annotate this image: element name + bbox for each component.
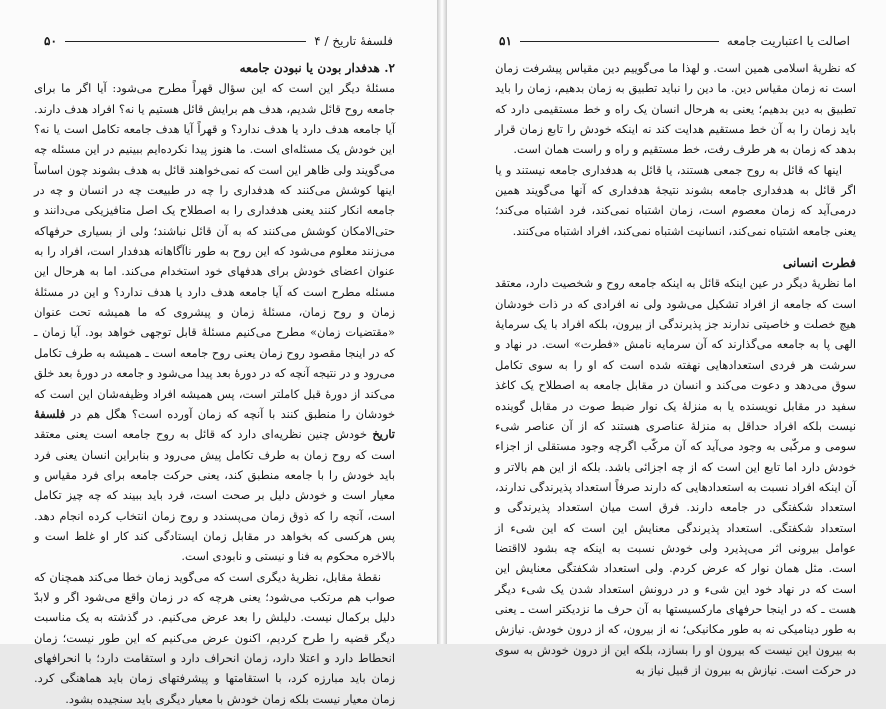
right-running-head-title: اصالت یا اعتباریت جامعه [726,34,850,48]
left-page-number: ۵۰ [44,34,57,48]
right-page-number: ۵۱ [499,34,512,48]
paragraph: مسئلهٔ دیگر این است که این سؤال قهراً مطرح می‌شود: آیا اگر ما برای جامعه روح قائل شدیم، هدف هم برایش قائل هستیم یا نه؟ افراد هدف دارند. آیا جامعه هدف دارد یا هدف ندارد؟ و قهراً آیا هدف جامعه تکامل است یا نه؟ این خودش یک مسئله‌ای است. ما هنوز پیدا نکرده‌ایم ببینیم در این مسئله چه می‌گویند ولی ظاهر این است که نمی‌خواهند قائل به هدف بشوند چون اساساً اینها کوشش می‌کنند که هدفداری را چه در طبیعت چه در انسان و چه در جامعه انکار کنند یعنی هدفداری را به اصطلاح یک اصل متافیزیکی می‌دانند و حتی‌الامکان کوشش می‌کنند که به آن قائل نباشند؛ ولی از بسیاری حرفها‌که می‌زنند معلوم می‌شود که این روح به طور ناآگاهانه هدفدار است، افراد را به عنوان اعضای خودش برای هدفهای خود استخدام می‌کند. اما به هرحال این مسئله مطرح است که آیا جامعه هدف دارد یا هدف ندارد؟ و این در مسئلهٔ زمان و روح زمان، مسئلهٔ زمان و پیشروی که ما همیشه تحت عنوان «مقتضیات زمان» مطرح می‌کنیم مسئلهٔ قابل توجهی خواهد بود. آیا زمان ـ که در اینجا مقصود روح زمان یعنی روح جامعه است ـ همیشه به طرف تکامل می‌رود و در نتیجه آنچه که در دورهٔ بعد پیدا می‌شود و جامعه در دورهٔ بعد خلق می‌کند از دورهٔ قبل کاملتر است، پس همیشه افراد وظیفه‌شان این است که خودشان را منطبق کنند با آنچه که زمان آورده است؟ هگل هم در فلسفهٔ تاریخ خودش چنین نظریه‌ای دارد که قائل به روح جامعه است یعنی معتقد است که روح زمان به طرف تکامل پیش می‌رود و بنابراین انسان یعنی فرد باید خودش را با جامعه منطبق کند، یعنی حرکت جامعه برای فرد مقیاس و معیار است و خودش دلیل بر صحت است، فرد باید ببیند که چه چیز تکامل است، آنچه را که ذوق زمان می‌پسندد و روح زمان انتخاب کرده انجام دهد. پس هرکسی که بخواهد در مقابل زمان ایستادگی کند کار او غلط است و بالاخره محکوم به فنا و نیستی و نابودی است. [34,81,395,564]
left-page-body [34,58,395,706]
left-running-head-title: فلسفهٔ تاریخ / ۴ [314,34,393,48]
left-page [0,0,438,706]
paragraph: اما نظریهٔ دیگر در عین اینکه قائل به اینکه جامعه روح و شخصیت دارد، معتقد است که جامعه از افراد تشکیل می‌شود ولی نه افرادی که در ذات خودشان هیچ خصلت و خاصیتی ندارند جز پذیرندگی از بیرون، بلکه افراد با یک سرمایهٔ الهی پا به جامعه می‌گذارند که آن سرمایه نامش «فطرت» است. در نهاد و سرشت هر فردی استعدادهایی نهفته شده است که او را به سوی تکامل سوق می‌دهد و دعوت می‌کند و انسان در مقابل جامعه به اصطلاح یک کاغذ سفید در مقابل نویسنده یا به منزلهٔ یک نوار ضبط صوت در مقابل گوینده نیست بلکه افراد حداقل به منزلهٔ عناصری هستند که از آن عناصر شیء سومی و مرکّبی به وجود می‌آید که آن مرکّب اگرچه وجود مستقلی از اجزاء خودش دارد اما تابع این است که از چه اجزائی باشد. بلکه از این هم بالاتر و آن اینکه افراد نسبت به استعدادهایی که دارند صرفاً استعداد پذیرندگی ندارند، استعداد شکفتگی در جامعه دارند. فرق است میان استعداد پذیرندگی و استعداد شکفتگی. استعداد پذیرندگی معنایش این است که این شیء از عوامل بیرونی اثر می‌پذیرد ولی خودش نسبت به اینکه چه بشود لااقتضا است. مثل همان نوار که عرض کردم. ولی استعداد شکفتگی معنایش این است که در نهاد خود این شیء و در درونش استعداد شدن یک شیء دیگر هست ـ که در اینجا حرفهای مارکسیستها به آن حرف ما نزدیکتر است ـ یعنی به طور دینامیکی نه به طور مکانیکی؛ نه از بیرون، که از درون خودش. نیازش به بیرون این نیست که بیرون او را بسازد، بلکه این از درون خودش به سوی در حرکت است. نیازش به بیرون از قبیل نیاز به [495,276,856,677]
right-page-body [495,58,856,677]
paragraph: اینها که قائل به روح جمعی هستند، یا قائل به هدفداری جامعه نیستند و یا اگر قائل به هدفداری جامعه بشوند نتیجهٔ هدفداری که آنها می‌گویند همین درمی‌آید که زمان معصوم است، زمان اشتباه نمی‌کند، فرد اشتباه می‌کند؛ یعنی جامعه اشتباه نمی‌کند، انسانیت اشتباه نمی‌کند، افراد اشتباه می‌کنند. [495,162,856,238]
right-page [446,0,886,677]
section-spacer [495,241,856,253]
header-rule [520,41,719,42]
header-rule [65,41,306,42]
section-heading: ۲. هدفدار بودن یا نبودن جامعه [239,61,395,75]
right-running-head [499,32,850,50]
paragraph: که نظریهٔ اسلامی همین است. و لهذا ما می‌گوییم دین مقیاس پیشرفت زمان است نه زمان مقیاس دین. ما دین را نباید تطبیق به زمان بدهیم، زمان را باید تطبیق به دین بدهیم؛ یعنی به هرحال انسان یک راه و خط مستقیمی دارد که باید زمان را به آن خط مستقیم هدایت کند نه اینکه خودش را تابع زمان قرار بدهد که زمان به هر طرف رفت، خط مستقیم و راه و راست همان است. [495,61,856,157]
paragraph: نقطهٔ مقابل، نظریهٔ دیگری است که می‌گوید زمان خطا می‌کند همچنان که صواب هم مرتکب می‌شود؛ یعنی هرچه که در زمان واقع می‌شود اگر و لابدّ دلیل برکمال نیست. دلیلش را بعد عرض می‌کنیم. در گذشته به یک مناسبت دیگر قضیه را طرح کردیم، اکنون عرض می‌کنیم که این طور نیست؛ زمان انحطاط دارد و اعتلا دارد، زمان انحراف دارد و استقامت دارد؛ با انحرافهای زمان باید مبارزه کرد، با استقامتها و پیشرفتهای زمان باید هماهنگی کرد. زمان معیار نیست بلکه زمان خودش با معیار دیگری باید سنجیده بشود. [34,569,395,706]
book-title-emphasis: فلسفهٔ تاریخ [34,406,395,442]
section-heading: فطرت انسانی [782,256,856,271]
book-gutter [438,0,446,644]
left-running-head [44,32,393,50]
